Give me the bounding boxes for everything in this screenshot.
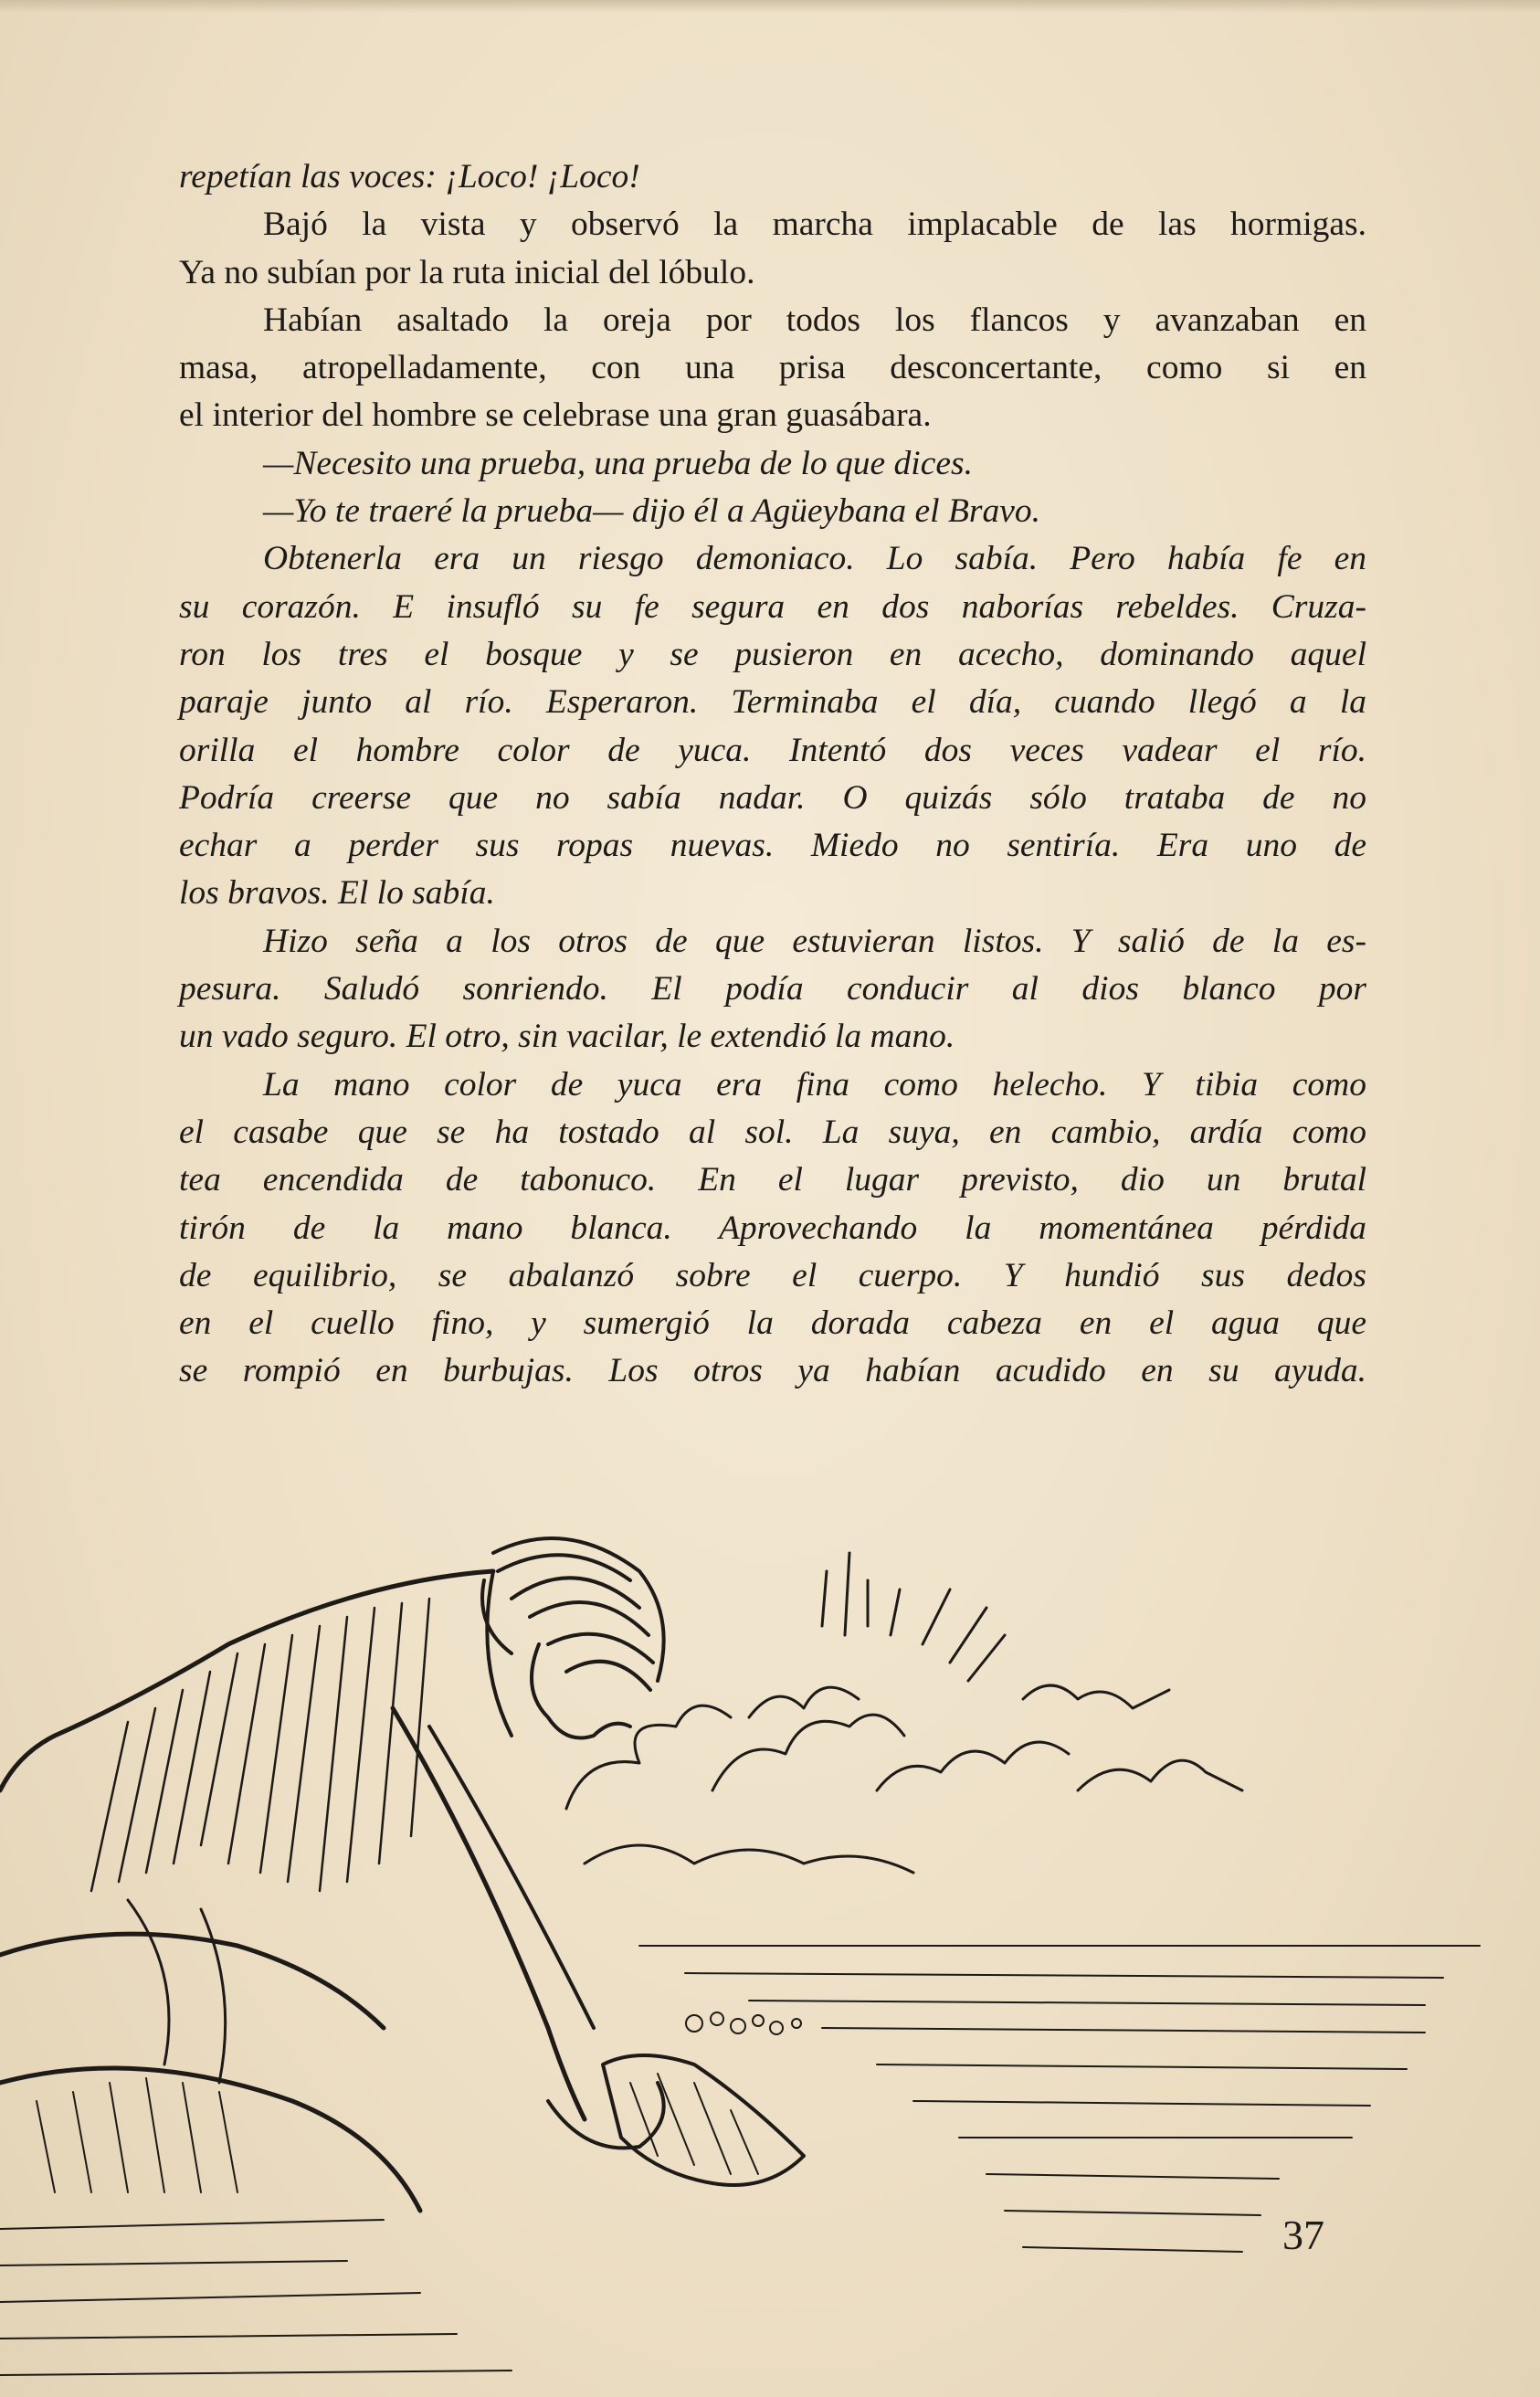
- text-line: su corazón. E insufló su fe segura en dos naborías rebeldes. Cruza-: [179, 587, 1366, 626]
- text-line: el interior del hombre se celebrase una gran guasábara.: [179, 396, 932, 435]
- kneeling-leg: [0, 2068, 420, 2211]
- hair-strokes: [482, 1538, 664, 1690]
- leg-hatching: [37, 2078, 237, 2192]
- ink-illustration: [0, 1516, 1540, 2397]
- torso-hatching: [91, 1599, 429, 1891]
- text-line: en el cuello fino, y sumergió la dorada cabeza en el agua que: [179, 1304, 1366, 1343]
- text-line: el casabe que se ha tostado al sol. La suya, en cambio, ardía como: [179, 1113, 1366, 1151]
- water-lines: [639, 1946, 1480, 2252]
- text-line: pesura. Saludó sonriendo. El podía conducir al dios blanco por: [179, 970, 1366, 1008]
- face-outline: [532, 1644, 630, 1738]
- text-line: Podría creerse que no sabía nadar. O quizás sólo trataba de no: [179, 778, 1366, 817]
- leg-outline: [0, 1934, 384, 2028]
- foliage: [566, 1553, 1242, 1873]
- text-line: La mano color de yuca era fina como helecho. Y tibia como: [263, 1065, 1366, 1103]
- text-line: los bravos. El lo sabía.: [179, 874, 495, 913]
- body-text: [179, 153, 1366, 1396]
- text-line: tea encendida de tabonuco. En el lugar previsto, dio un brutal: [179, 1161, 1366, 1199]
- text-line: Obtenerla era un riesgo demoniaco. Lo sabía. Pero había fe en: [263, 540, 1366, 578]
- loincloth: [128, 1900, 226, 2083]
- text-line: Ya no subían por la ruta inicial del lóbulo.: [179, 253, 755, 291]
- text-line: ron los tres el bosque y se pusieron en acecho, dominando aquel: [179, 635, 1366, 673]
- text-line: Hizo seña a los otros de que estuvieran listos. Y salió de la es-: [263, 922, 1366, 960]
- page-number: 37: [1282, 2212, 1324, 2258]
- arm-outline: [393, 1708, 585, 2119]
- text-line: repetían las voces: ¡Loco! ¡Loco!: [179, 158, 640, 195]
- arm-outline-inner: [429, 1726, 594, 2028]
- text-line: orilla el hombre color de yuca. Intentó dos veces vadear el río.: [179, 731, 1366, 769]
- submerged-figure: [603, 2055, 804, 2185]
- text-line: de equilibrio, se abalanzó sobre el cuerpo. Y hundió sus dedos: [179, 1256, 1366, 1294]
- text-line: —Yo te traeré la prueba— dijo él a Agüeybana el Bravo.: [263, 492, 1040, 531]
- hand: [548, 2083, 664, 2148]
- text-line: masa, atropelladamente, con una prisa desconcertante, como si en: [179, 349, 1366, 387]
- text-line: echar a perder sus ropas nuevas. Miedo no sentiría. Era uno de: [179, 827, 1366, 865]
- page-edge-shadow: [0, 0, 1540, 13]
- text-line: Bajó la vista y observó la marcha implacable de las hormigas.: [263, 206, 1366, 244]
- text-line: se rompió en burbujas. Los otros ya habían acudido en su ayuda.: [179, 1352, 1366, 1390]
- shoulder-line: [487, 1571, 512, 1736]
- text-line: —Necesito una prueba, una prueba de lo que dices.: [263, 444, 973, 482]
- text-line: Habían asaltado la oreja por todos los flancos y avanzaban en: [263, 301, 1366, 339]
- text-line: un vado seguro. El otro, sin vacilar, le extendió la mano.: [179, 1018, 955, 1056]
- text-line: tirón de la mano blanca. Aprovechando la momentánea pérdida: [179, 1209, 1366, 1247]
- bubbles: [686, 2012, 801, 2034]
- text-line: paraje junto al río. Esperaron. Terminaba el día, cuando llegó a la: [179, 683, 1366, 722]
- ground-lines: [0, 2220, 512, 2375]
